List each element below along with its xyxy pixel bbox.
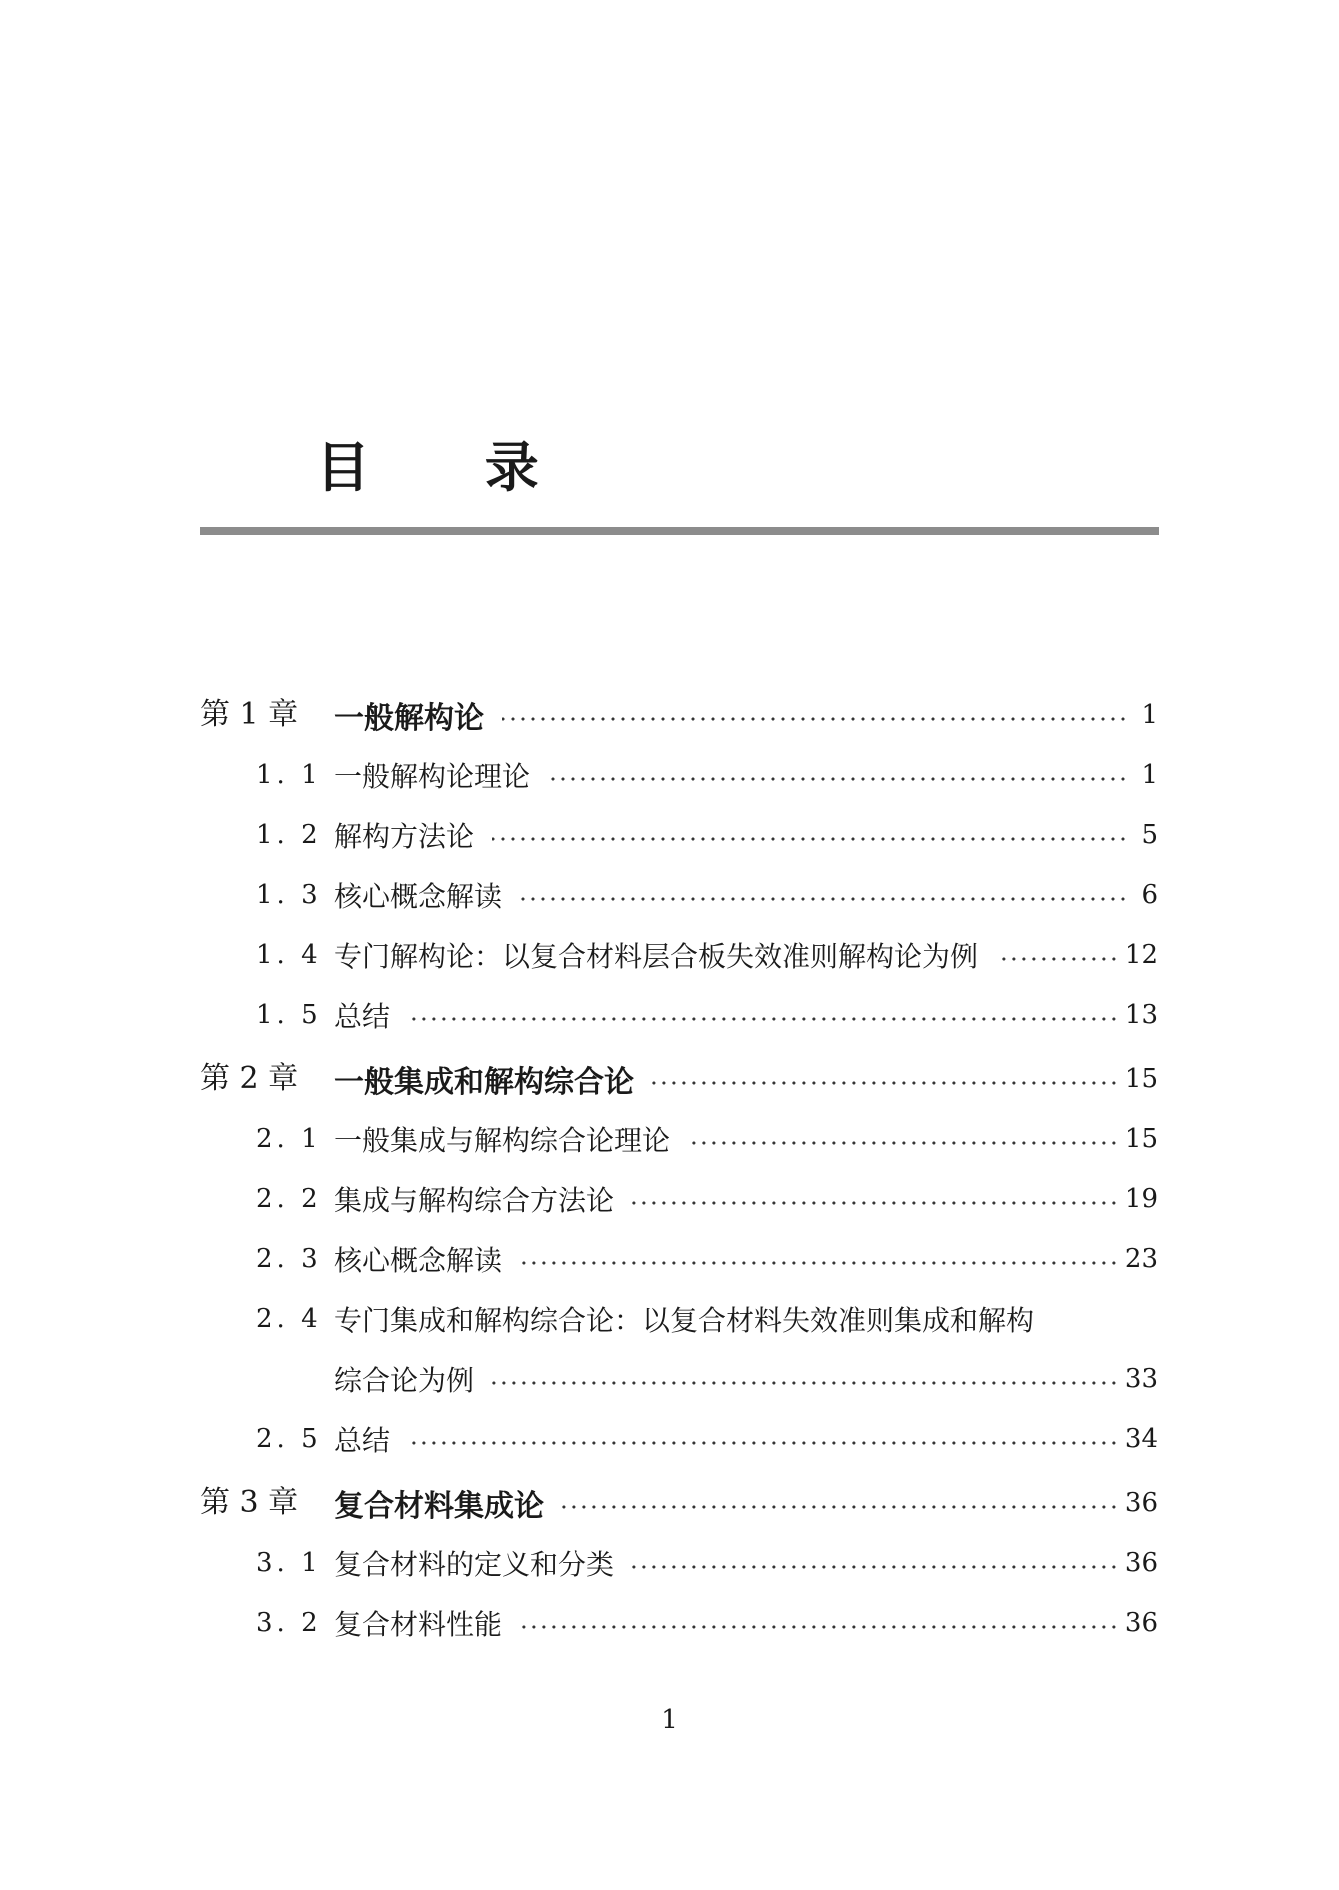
dot-leader — [492, 1381, 1119, 1385]
toc-entry-section-1-3[interactable] — [0, 870, 1339, 920]
toc-entry-chapter-1[interactable] — [0, 690, 1339, 740]
toc-entry-page: 15 — [1124, 1124, 1158, 1154]
toc-entry-number: 2. 1 — [256, 1124, 322, 1154]
dot-leader — [688, 1141, 1119, 1145]
toc-entry-number: 3. 2 — [256, 1608, 322, 1638]
toc-entry-number: 第 3 章 — [200, 1485, 299, 1520]
dot-leader — [492, 837, 1128, 841]
toc-entry-number: 第 1 章 — [200, 697, 299, 732]
toc-entry-number: 1. 2 — [256, 820, 322, 850]
toc-entry-title: 一般集成与解构综合论理论 — [334, 1124, 671, 1157]
toc-entry-chapter-2[interactable] — [0, 1054, 1339, 1104]
toc-entry-section-3-2[interactable] — [0, 1598, 1339, 1648]
toc-entry-title: 解构方法论 — [334, 820, 475, 853]
dot-leader — [520, 897, 1128, 901]
toc-entry-number: 2. 2 — [256, 1184, 322, 1214]
toc-entry-page: 15 — [1124, 1064, 1158, 1094]
title-rule — [200, 527, 1159, 535]
toc-entry-number: 1. 5 — [256, 1000, 322, 1030]
toc-entry-page: 23 — [1124, 1244, 1158, 1274]
toc-entry-page: 36 — [1124, 1548, 1158, 1578]
toc-entry-page: 1 — [1141, 760, 1158, 790]
toc-entry-number: 3. 1 — [256, 1548, 322, 1578]
toc-entry-title: 总结 — [334, 1000, 391, 1033]
toc-entry-number: 2. 3 — [256, 1244, 322, 1274]
toc-entry-number: 1. 3 — [256, 880, 322, 910]
toc-entry-title: 核心概念解读 — [334, 1244, 503, 1277]
toc-entry-title: 集成与解构综合方法论 — [334, 1184, 615, 1217]
toc-entry-section-2-2[interactable] — [0, 1174, 1339, 1224]
dot-leader — [632, 1565, 1119, 1569]
toc-entry-title: 综合论为例 — [334, 1364, 475, 1397]
page-title: 目 录 — [316, 435, 587, 499]
toc-entry-page: 1 — [1141, 700, 1158, 730]
dot-leader — [520, 1261, 1119, 1265]
toc-entry-section-2-1[interactable] — [0, 1114, 1339, 1164]
toc-entry-number: 1. 1 — [256, 760, 322, 790]
toc-entry-page: 36 — [1124, 1608, 1158, 1638]
dot-leader — [996, 957, 1119, 961]
toc-entry-number: 第 2 章 — [200, 1061, 299, 1096]
toc-entry-section-2-5[interactable] — [0, 1414, 1339, 1464]
toc-entry-title: 总结 — [334, 1424, 391, 1457]
dot-leader — [408, 1017, 1119, 1021]
toc-entry-title: 专门解构论：以复合材料层合板失效准则解构论为例 — [334, 940, 979, 973]
toc-entry-section-3-1[interactable] — [0, 1538, 1339, 1588]
toc-entry-number: 2. 5 — [256, 1424, 322, 1454]
toc-entry-title: 一般集成和解构综合论 — [334, 1065, 634, 1100]
toc-entry-page: 12 — [1124, 940, 1158, 970]
toc-entry-title: 一般解构论 — [334, 701, 484, 736]
toc-entry-section-2-4-continued[interactable] — [0, 1354, 1339, 1404]
toc-entry-page: 13 — [1124, 1000, 1158, 1030]
toc-entry-page: 19 — [1124, 1184, 1158, 1214]
toc-entry-page: 6 — [1141, 880, 1158, 910]
toc-entry-title: 复合材料性能 — [334, 1608, 503, 1641]
toc-entry-page: 33 — [1124, 1364, 1158, 1394]
dot-leader — [408, 1441, 1119, 1445]
toc-entry-page: 36 — [1124, 1488, 1158, 1518]
dot-leader — [632, 1201, 1119, 1205]
toc-entry-section-2-4[interactable] — [0, 1294, 1339, 1344]
toc-entry-title: 专门集成和解构综合论：以复合材料失效准则集成和解构 — [334, 1304, 1035, 1337]
dot-leader — [652, 1081, 1119, 1085]
page-number: 1 — [661, 1705, 678, 1735]
dot-leader — [520, 1625, 1119, 1629]
toc-entry-title: 核心概念解读 — [334, 880, 503, 913]
toc-entry-chapter-3[interactable] — [0, 1478, 1339, 1528]
toc-entry-number: 1. 4 — [256, 940, 322, 970]
toc-entry-page: 34 — [1124, 1424, 1158, 1454]
toc-entry-section-1-1[interactable] — [0, 750, 1339, 800]
toc-entry-title: 复合材料的定义和分类 — [334, 1548, 615, 1581]
toc-entry-section-1-5[interactable] — [0, 990, 1339, 1040]
toc-entry-section-1-4[interactable] — [0, 930, 1339, 980]
toc-entry-section-2-3[interactable] — [0, 1234, 1339, 1284]
dot-leader — [502, 717, 1128, 721]
toc-entry-title: 一般解构论理论 — [334, 760, 531, 793]
toc-entry-title: 复合材料集成论 — [334, 1489, 544, 1524]
toc-entry-page: 5 — [1141, 820, 1158, 850]
dot-leader — [562, 1505, 1119, 1509]
toc-entry-number: 2. 4 — [256, 1304, 322, 1334]
dot-leader — [548, 777, 1128, 781]
toc-entry-section-1-2[interactable] — [0, 810, 1339, 860]
